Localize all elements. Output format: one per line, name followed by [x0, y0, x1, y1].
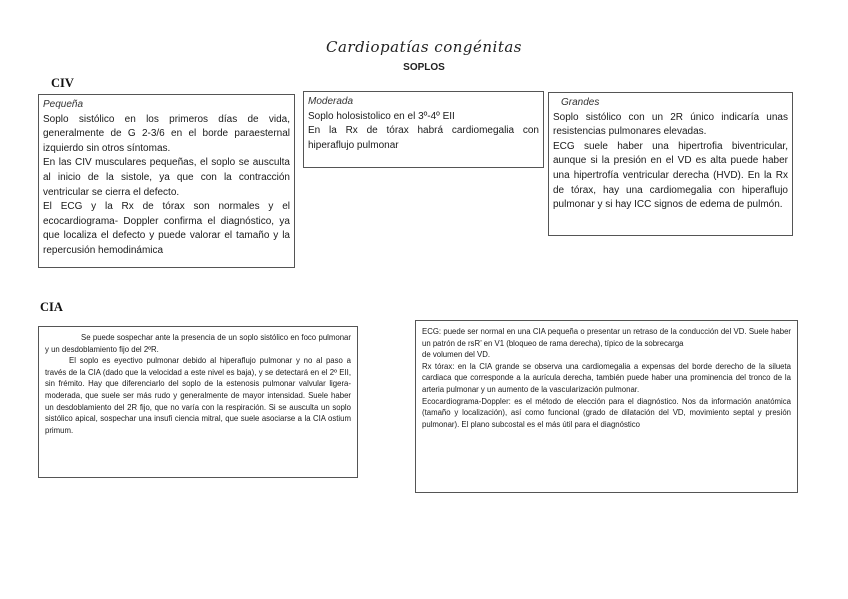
civ-moderate-paragraph: Soplo holosistolico en el 3º-4º EII: [308, 110, 455, 122]
cia-right-box: [415, 320, 798, 493]
civ-large-paragraph: Soplo sistólico con un 2R único indicaría unas resistencias pulmonares elevadas.: [553, 111, 788, 138]
cia-left-paragraph: El soplo es eyectivo pulmonar debido al hiperaflujo pulmonar y no al paso a través de la CIA (dado que la velocidad a este nivel es baja), y se detectará en el 2º EII, sin frémito. Hay que diferenciarlo del soplo de la estenosis pulmonar valvular ligera-moderada, que suele ser más rudo y generalmente de mayor intensidad. Suele haber un desdoblamiento del 2R fijo, que no varía con la respiración. Si se ausculta un soplo sistólico apical, sospechar una insufi ciencia mitral, que suele asociarse a la CIA ostium primum.: [45, 356, 351, 435]
civ-small-paragraph: En las CIV musculares pequeñas, el soplo se ausculta al inicio de la sistole, ya que con la contracción ventricular se cierra el defecto.: [43, 157, 290, 198]
civ-large-paragraph: ECG suele haber una hipertrofia biventricular, aunque si la presión en el VD es alta puede haber una hipertrofía ventricular derecha (HVD). En la Rx de tórax, hay una cardiomegalia con hiperaflujo pulmonar y si hay ICC signos de edema de pulmón.: [553, 140, 788, 211]
cia-right-paragraph: Rx tórax: en la CIA grande se observa una cardiomegalia a expensas del borde derecho de la silueta cardiaca que corresponde a la aurícula derecha, también puede haber una prominencia del tronco de la arteria pulmonar y un aumento de la vascularización pulmonar.: [422, 361, 791, 394]
cia-right-paragraph: de volumen del VD.: [422, 350, 491, 360]
civ-large-heading: Grandes: [561, 97, 600, 108]
cia-right-paragraph: Ecocardiograma-Doppler: es el método de elección para el diagnóstico. Nos da información anatómica (tamaño y localización), así como funcional (grado de dilatación del VD, movimiento septal y presión pulmonar). El plano subcostal es el más útil para el diagnóstico: [422, 396, 791, 429]
civ-small-paragraph: Soplo sistólico en los primeros días de vida, generalmente de G 2-3/6 en el borde paraesternal izquierdo sin otros síntomas.: [43, 113, 290, 154]
cia-left-box: [38, 326, 358, 478]
civ-moderate-heading: Moderada: [308, 96, 354, 107]
civ-moderate-paragraph: En la Rx de tórax habrá cardiomegalia con hiperaflujo pulmonar: [308, 125, 539, 151]
section-heading-cia: CIA: [40, 300, 63, 314]
civ-large-box: [548, 92, 793, 236]
section-heading-civ: CIV: [51, 76, 74, 90]
page-title: Cardiopatías congénitas: [326, 38, 522, 56]
cia-left-paragraph: Se puede sospechar ante la presencia de un soplo sistólico en foco pulmonar y un desdoblamiento fijo del 2ºR.: [45, 333, 351, 354]
civ-small-box: [38, 94, 295, 268]
civ-small-heading: Pequeña: [43, 99, 84, 110]
cia-right-paragraph: ECG: puede ser normal en una CIA pequeña o presentar un retraso de la conducción del VD. Suele haber un patrón de rsR’ en V1 (bloqueo de rama derecha), típico de la sobrecarga: [422, 327, 791, 348]
civ-moderate-box: [303, 91, 544, 168]
page-subtitle: SOPLOS: [403, 62, 445, 73]
civ-small-paragraph: El ECG y la Rx de tórax son normales y el ecocardiograma- Doppler confirma el diagnóstico, ya que localiza el defecto y puede valorar el tamaño y la repercusión hemodinámica: [43, 201, 290, 256]
